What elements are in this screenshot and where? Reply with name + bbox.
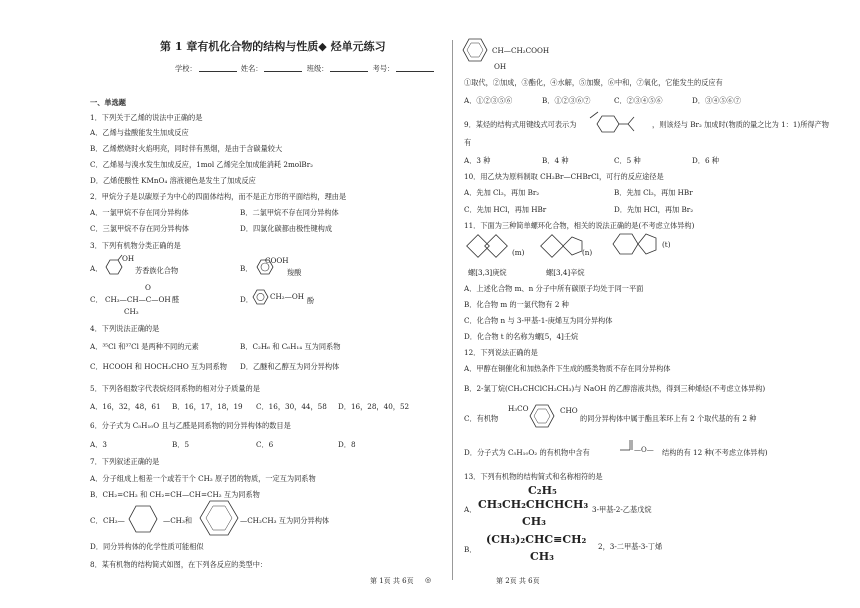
- school-label: 学校：: [175, 64, 197, 73]
- q13-a-top: C₂H₅: [528, 484, 557, 497]
- q8-option-b[interactable]: B．①②③⑥⑦: [542, 96, 591, 105]
- q11-m-name: 螺[3,3]庚烷: [468, 268, 507, 277]
- cyclohexane-ring: [124, 502, 164, 536]
- q2-stem: 2．甲烷分子是以碳原子为中心的四面体结构，而不是正方形的平面结构，理由是: [90, 192, 347, 201]
- q11-option-b[interactable]: B．化合物 m 的一氯代物有 2 种: [464, 300, 569, 309]
- q9-stem-continued: ，则该烃与 Br₂ 加成时(物质的量之比为 1：1)所得产物: [652, 120, 829, 129]
- q8-stem: 8．某有机物的结构简式如图，在下列各反应的类型中：: [90, 560, 268, 569]
- q7-option-c[interactable]: C．: [90, 516, 103, 525]
- q13-a-name: 3-甲基-2-乙基戊烷: [592, 505, 652, 514]
- q11-option-a[interactable]: A．上述化合物 m、n 分子中所有碳原子均处于同一平面: [464, 284, 644, 293]
- q3-c-formula: CH₃—CH—C—OH: [105, 295, 171, 304]
- svg-text:—O—: —O—: [634, 446, 654, 454]
- page-title: 第 1 章有机化合物的结构与性质◆ 烃单元练习: [160, 40, 386, 53]
- q3-a-substituent: OH: [122, 254, 135, 263]
- q8-option-d[interactable]: D．③④⑤⑥⑦: [692, 96, 741, 105]
- ester-group-structure: [620, 438, 660, 458]
- q2-option-b[interactable]: B．二氯甲烷不存在同分异构体: [240, 208, 339, 217]
- q8-option-c[interactable]: C．②③④⑤⑥: [614, 96, 663, 105]
- q3-c-oxygen: O: [145, 283, 151, 292]
- q12-stem: 12．下列说法正确的是: [464, 348, 538, 357]
- q5-option-d[interactable]: D．16，28，40，52: [338, 402, 410, 411]
- q7-stem: 7．下列叙述正确的是: [90, 457, 160, 466]
- q5-stem: 5．下列各组数字代表烷烃同系物的相对分子质量的是: [90, 384, 260, 393]
- student-info-line: [175, 64, 436, 73]
- q11-option-c[interactable]: C．化合物 n 与 3-甲基-1-庚烯互为同分异构体: [464, 316, 613, 325]
- q3-b-name: 羧酸: [287, 268, 302, 277]
- q6-stem: 6．分子式为 C₅H₁₀O 且与乙醛是同系物的同分异构体的数目是: [90, 421, 291, 430]
- q4-option-b[interactable]: B．C₂H₆ 和 C₆H₁₄ 互为同系物: [240, 342, 341, 351]
- q12-option-b[interactable]: B．2-氯丁烷(CH₃CHClCH₂CH₃)与 NaOH 的乙醇溶液共热，得到三种烯烃(不考虑立体异构): [464, 384, 766, 393]
- q10-option-d[interactable]: D．先加 HCl，再加 Br₂: [614, 205, 694, 214]
- q12-option-a[interactable]: A．甲醇在铜催化和加热条件下生成的醛类物质不存在同分异构体: [464, 364, 671, 373]
- q9-option-b[interactable]: B．4 种: [542, 156, 569, 165]
- q4-option-a[interactable]: A．³⁵Cl 和³⁷Cl 是两种不同的元素: [90, 342, 199, 351]
- q13-a-bot: CH₃: [522, 515, 546, 528]
- q11-n-label: (n): [582, 248, 593, 257]
- q12-option-c[interactable]: C．有机物: [464, 414, 499, 423]
- q1-option-b[interactable]: B．乙烯燃烧时火焰明亮，同时伴有黑烟，是由于含碳量较大: [90, 144, 283, 153]
- q3-stem: 3．下列有机物分类正确的是: [90, 241, 181, 250]
- q6-option-b[interactable]: B．5: [172, 440, 190, 449]
- q3-d-substituent: CH₂—OH: [270, 292, 304, 301]
- q11-stem: 11．下面为三种简单螺环化合物，相关的说法正确的是(不考虑立体异构): [464, 221, 695, 230]
- q3-a-name: 芳香族化合物: [135, 266, 179, 275]
- q10-option-b[interactable]: B．先加 Cl₂，再加 HBr: [614, 188, 693, 197]
- name-blank[interactable]: [264, 64, 302, 72]
- q8-structure: CH—CH₂COOH: [492, 46, 550, 55]
- q13-b-name: 2，3-二甲基-3-丁烯: [598, 542, 663, 551]
- q7-option-d[interactable]: D．同分异构体的化学性质可能相似: [90, 542, 204, 551]
- q9-stem-end: 有: [464, 138, 472, 147]
- footer-center: ◎: [425, 576, 432, 584]
- q6-option-a[interactable]: A．3: [90, 440, 107, 449]
- exam-blank[interactable]: [396, 64, 434, 72]
- q9-skeletal-structure: [588, 108, 648, 138]
- q2-option-c[interactable]: C．三氯甲烷不存在同分异构体: [90, 224, 189, 233]
- q13-option-a[interactable]: A．: [464, 505, 477, 514]
- q12-c-right: CHO: [560, 406, 578, 415]
- q10-stem: 10．用乙炔为原料制取 CH₂Br—CHBrCl，可行的反应途径是: [464, 172, 664, 181]
- q7-c-end: —CH₂CH₃ 互为同分异构体: [240, 516, 330, 525]
- q8-oh: OH: [494, 62, 507, 71]
- class-label: 班级：: [306, 64, 329, 73]
- q12-option-d[interactable]: D．分子式为 C₅H₁₀O₂ 的有机物中含有: [464, 448, 590, 457]
- name-label: 姓名：: [240, 64, 263, 73]
- q13-b-bot: CH₃: [530, 550, 554, 563]
- q1-option-d[interactable]: D．乙烯使酸性 KMnO₄ 溶液褪色是发生了加成反应: [90, 176, 256, 185]
- q3-d-name: 酚: [307, 296, 315, 305]
- q1-option-c[interactable]: C．乙烯易与溴水发生加成反应，1mol 乙烯完全加成能消耗 2molBr₂: [90, 160, 314, 169]
- right-page: [430, 0, 860, 608]
- spiro-compound-n: [540, 232, 600, 262]
- q4-option-d[interactable]: D．乙醚和乙醇互为同分异构体: [240, 362, 340, 371]
- q1-stem: 1．下列关于乙烯的说法中正确的是: [90, 113, 203, 122]
- q3-c-name: 醛: [172, 295, 180, 304]
- q9-option-c[interactable]: C．5 种: [614, 156, 641, 165]
- q11-n-name: 螺[3,4]辛烷: [546, 268, 585, 277]
- q9-option-a[interactable]: A．3 种: [464, 156, 491, 165]
- q5-option-a[interactable]: A．16，32，48，61: [90, 402, 161, 411]
- class-blank[interactable]: [330, 64, 368, 72]
- q7-option-a[interactable]: A．分子组成上相差一个或若干个 CH₂ 原子团的物质，一定互为同系物: [90, 474, 316, 483]
- q13-b-main: (CH₃)₂CHC≡CH₂: [486, 533, 587, 546]
- q3-option-a[interactable]: A．: [90, 264, 103, 273]
- q3-option-b[interactable]: B．: [240, 264, 253, 273]
- q6-option-d[interactable]: D．8: [338, 440, 356, 449]
- q3-b-substituent: COOH: [265, 256, 289, 265]
- spiro-compound-m: [466, 232, 526, 262]
- q13-option-b[interactable]: B．: [464, 545, 477, 554]
- q13-stem: 13．下列有机物的结构简式和名称相符的是: [464, 472, 603, 481]
- q11-t-label: (t): [662, 240, 671, 249]
- q3-option-c[interactable]: C．: [90, 295, 103, 304]
- q10-option-a[interactable]: A．先加 Cl₂，再加 Br₂: [464, 188, 540, 197]
- benzyl-alcohol-ring: [250, 287, 272, 309]
- q7-c-right: —CH₃和: [163, 516, 193, 525]
- q2-option-a[interactable]: A．一氯甲烷不存在同分异构体: [90, 208, 189, 217]
- q11-option-d[interactable]: D．化合物 t 的名称为螺[5，4]壬烷: [464, 332, 579, 341]
- footer-right: 第 2页 共 6页: [496, 577, 540, 585]
- q9-stem: 9．某烃的结构式用键线式可表示为: [464, 120, 577, 129]
- school-blank[interactable]: [199, 64, 237, 72]
- q1-option-a[interactable]: A．乙烯与盐酸能发生加成反应: [90, 128, 189, 137]
- q12-c-end: 的同分异构体中属于酯且苯环上有 2 个取代基的有 2 种: [580, 414, 757, 423]
- q7-option-b[interactable]: B．CH₂=CH₂ 和 CH₂=CH—CH=CH₂ 互为同系物: [90, 490, 260, 499]
- q3-c-ch3: CH₃: [124, 307, 139, 316]
- q8-option-a[interactable]: A．①②③⑤⑥: [464, 96, 513, 105]
- section-heading: 一、单选题: [90, 98, 126, 107]
- q6-option-c[interactable]: C．6: [256, 440, 274, 449]
- footer-left: 第 1页 共 6页: [370, 577, 414, 585]
- q8-benzene-ring: [460, 36, 492, 66]
- q13-a-main: CH₃CH₂CHCHCH₃: [478, 498, 589, 511]
- q4-stem: 4．下列说法正确的是: [90, 324, 160, 333]
- benzene-ring: [196, 498, 244, 538]
- q3-option-d[interactable]: D．: [240, 295, 253, 304]
- exam-label: 考号：: [372, 64, 395, 73]
- q5-option-b[interactable]: B．16，17，18，19: [172, 402, 243, 411]
- q12-d-end: 结构的有 12 种(不考虑立体异构): [662, 448, 768, 457]
- q2-option-d[interactable]: D．四氯化碳都由极性键构成: [240, 224, 333, 233]
- q4-option-c[interactable]: C．HCOOH 和 HOCH₂CHO 互为同系物: [90, 362, 227, 371]
- q9-option-d[interactable]: D．6 种: [692, 156, 719, 165]
- q11-m-label: (m): [512, 248, 525, 257]
- q7-c-left: CH₃—: [103, 516, 125, 525]
- q5-option-c[interactable]: C．16，30，44，58: [256, 402, 327, 411]
- q8-reaction-list: ①取代，②加成，③酯化，④水解，⑤加聚，⑥中和，⑦氧化，它能发生的反应有: [464, 78, 723, 87]
- q12-c-left: H₃CO: [508, 404, 529, 413]
- q12-benzene-ring: [526, 402, 560, 432]
- q10-option-c[interactable]: C．先加 HCl，再加 HBr: [464, 205, 547, 214]
